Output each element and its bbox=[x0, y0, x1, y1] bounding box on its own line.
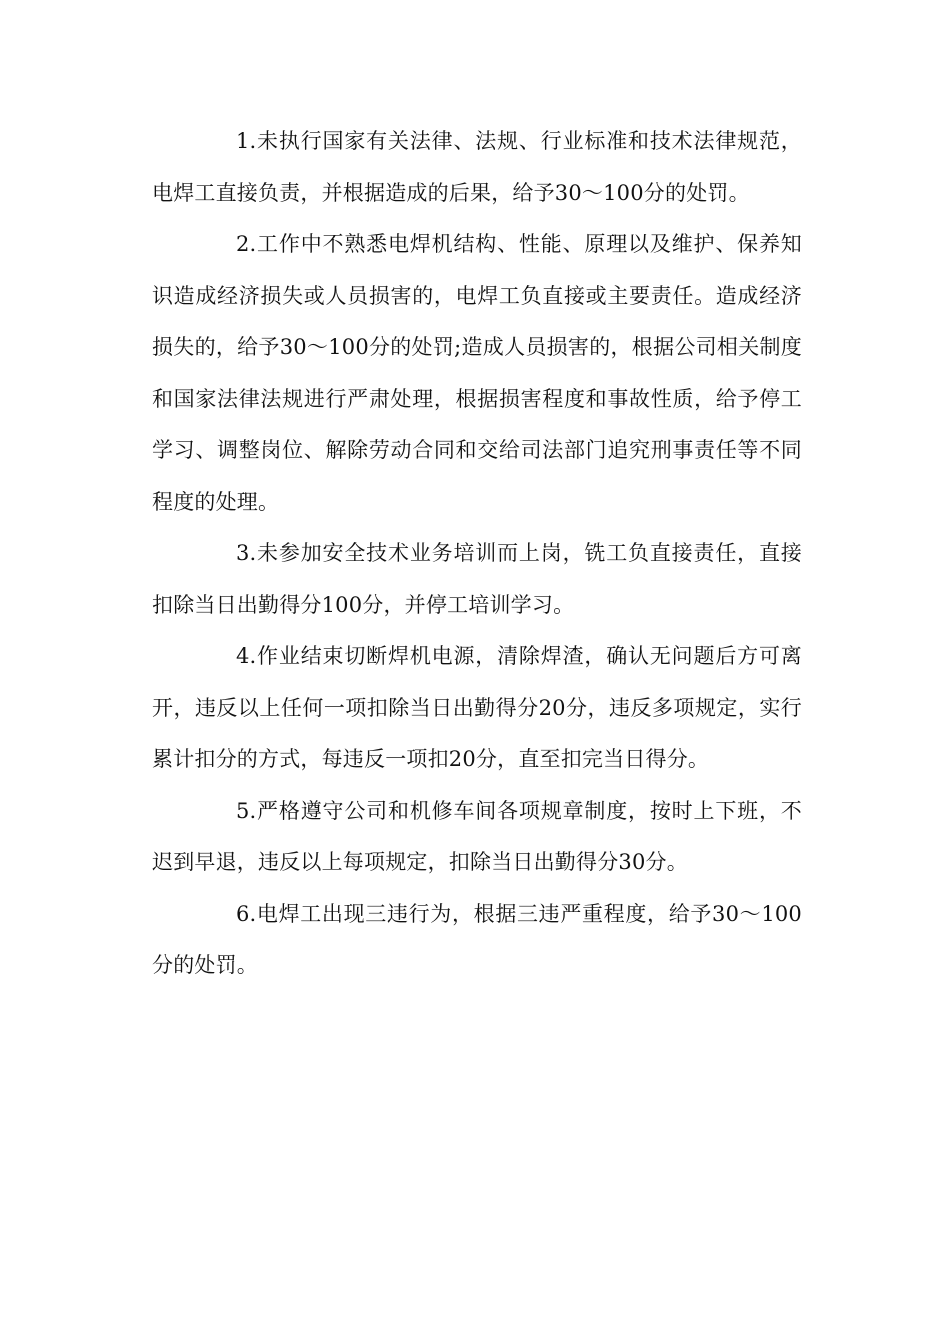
paragraph-3: 3.未参加安全技术业务培训而上岗，铣工负直接责任，直接扣除当日出勤得分100分，并停工培训学习。 bbox=[152, 541, 802, 617]
paragraph-1: 1.未执行国家有关法律、法规、行业标准和技术法律规范，电焊工直接负责，并根据造成的后果，给予30～100分的处罚。 bbox=[152, 129, 802, 205]
paragraph-2: 2.工作中不熟悉电焊机结构、性能、原理以及维护、保养知识造成经济损失或人员损害的，电焊工负直接或主要责任。造成经济损失的，给予30～100分的处罚;造成人员损害的，根据公司相关制度和国家法律法规进行严肃处理，根据损害程度和事故性质，给予停工学习、调整岗位、解除劳动合同和交给司法部门追究刑事责任等不同程度的处理。 bbox=[152, 232, 802, 514]
document-body bbox=[152, 116, 802, 992]
paragraph-5: 5.严格遵守公司和机修车间各项规章制度，按时上下班，不迟到早退，违反以上每项规定，扣除当日出勤得分30分。 bbox=[152, 798, 802, 874]
paragraph-6: 6.电焊工出现三违行为，根据三违严重程度，给予30～100分的处罚。 bbox=[152, 901, 802, 977]
paragraph-4: 4.作业结束切断焊机电源，清除焊渣，确认无问题后方可离开，违反以上任何一项扣除当日出勤得分20分，违反多项规定，实行累计扣分的方式，每违反一项扣20分，直至扣完当日得分。 bbox=[152, 644, 802, 771]
